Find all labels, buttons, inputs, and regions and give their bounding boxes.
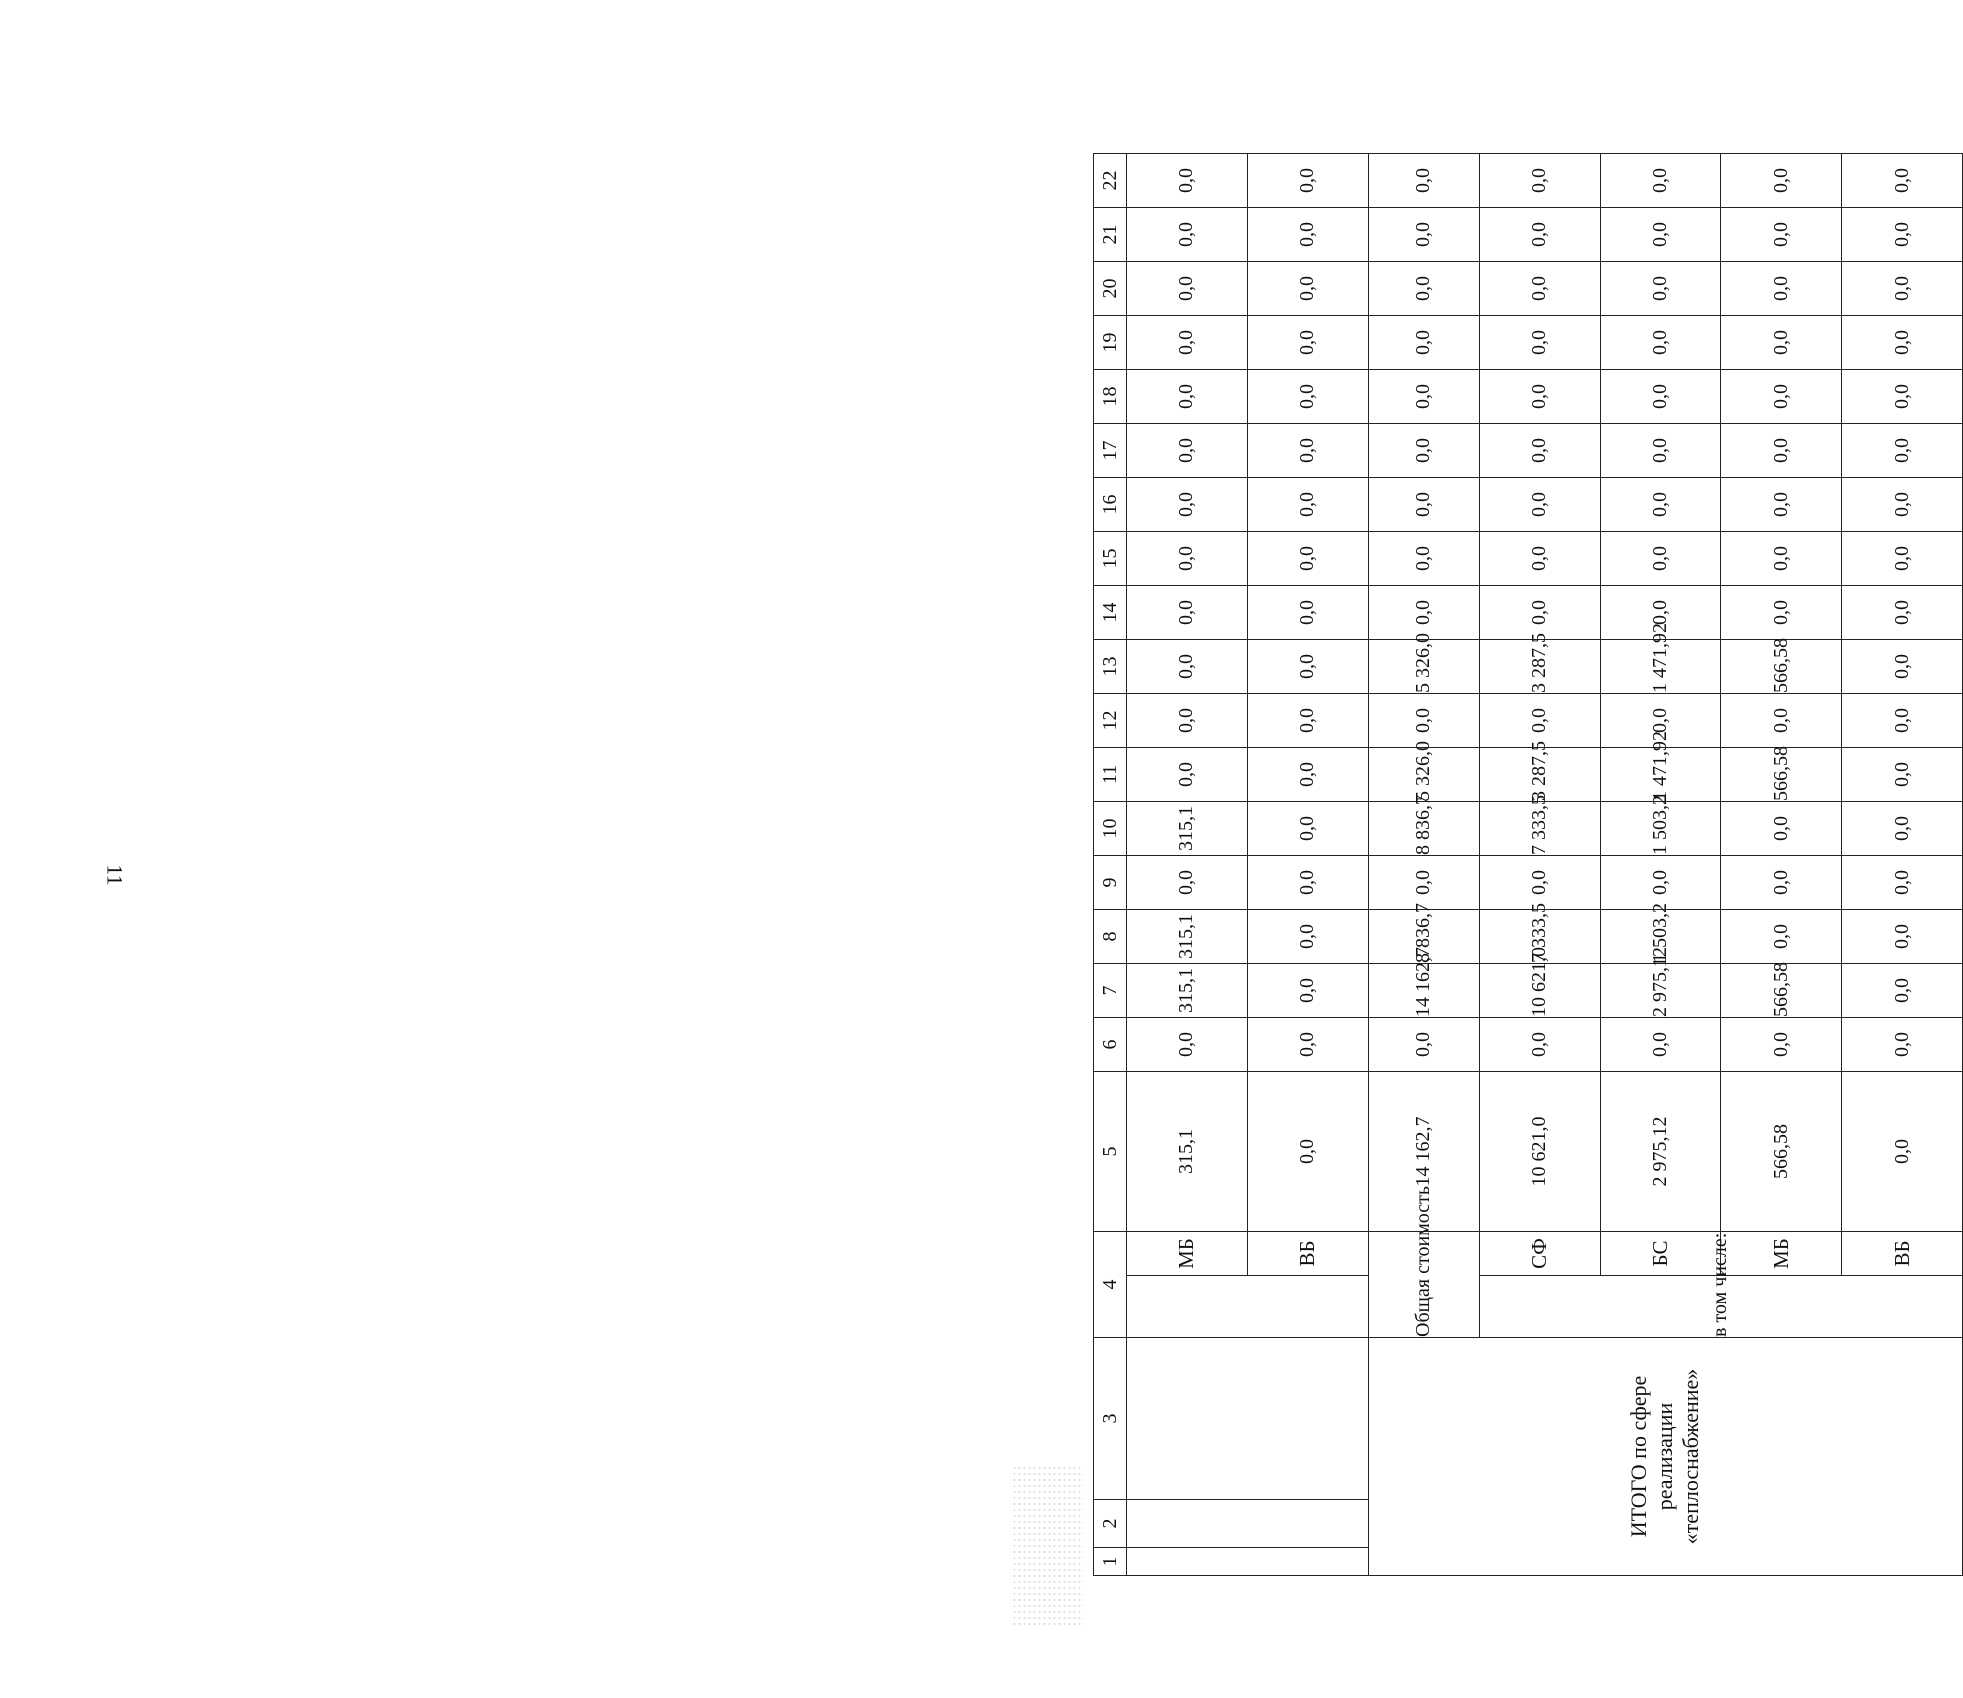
value-cell: 566,58 (1721, 1072, 1842, 1232)
value-cell: 0,0 (1842, 370, 1963, 424)
value-cell: 315,1 (1127, 802, 1248, 856)
value-cell: 0,0 (1368, 1018, 1479, 1072)
page-number: 11 (102, 864, 128, 886)
value-cell: 0,0 (1721, 262, 1842, 316)
empty-cell (1127, 1548, 1369, 1576)
value-cell: 8 836,7 (1368, 910, 1479, 964)
column-number: 16 (1094, 478, 1127, 532)
value-cell: 1 471,92 (1600, 640, 1721, 694)
value-cell: 0,0 (1721, 478, 1842, 532)
value-cell: 0,0 (1600, 694, 1721, 748)
value-cell: 0,0 (1127, 586, 1248, 640)
value-cell: 10 621,0 (1479, 964, 1600, 1018)
column-number: 2 (1094, 1500, 1127, 1548)
value-cell: 0,0 (1842, 964, 1963, 1018)
value-cell: 0,0 (1721, 316, 1842, 370)
value-cell: 0,0 (1721, 208, 1842, 262)
value-cell: 315,1 (1127, 910, 1248, 964)
value-cell: 0,0 (1479, 478, 1600, 532)
value-cell: 0,0 (1842, 154, 1963, 208)
column-number: 19 (1094, 316, 1127, 370)
empty-cell (1127, 1276, 1369, 1338)
value-cell: 8 836,7 (1368, 802, 1479, 856)
column-number: 5 (1094, 1072, 1127, 1232)
value-cell: 0,0 (1479, 316, 1600, 370)
value-cell: 0,0 (1247, 316, 1368, 370)
value-cell: 0,0 (1842, 1072, 1963, 1232)
finance-table (1093, 99, 1963, 1576)
column-number: 11 (1094, 748, 1127, 802)
value-cell: 0,0 (1127, 640, 1248, 694)
row-name: БС (1600, 1232, 1721, 1276)
value-cell: 0,0 (1842, 910, 1963, 964)
summary-label: ИТОГО по сфере реализации «теплоснабжение» (1368, 1338, 1963, 1576)
value-cell: 0,0 (1721, 424, 1842, 478)
value-cell: 0,0 (1127, 478, 1248, 532)
value-cell: 5 326,0 (1368, 748, 1479, 802)
value-cell: 0,0 (1368, 478, 1479, 532)
value-cell: 0,0 (1479, 262, 1600, 316)
value-cell: 0,0 (1600, 532, 1721, 586)
value-cell: 0,0 (1368, 208, 1479, 262)
column-number: 10 (1094, 802, 1127, 856)
row-name: ВБ (1247, 1232, 1368, 1276)
value-cell: 10 621,0 (1479, 1072, 1600, 1232)
value-cell: 566,58 (1721, 964, 1842, 1018)
column-number: 3 (1094, 1338, 1127, 1500)
column-number: 6 (1094, 1018, 1127, 1072)
value-cell: 0,0 (1600, 478, 1721, 532)
value-cell: 0,0 (1127, 208, 1248, 262)
empty-cell (1127, 1338, 1369, 1500)
value-cell: 0,0 (1247, 1072, 1368, 1232)
value-cell: 0,0 (1247, 802, 1368, 856)
value-cell: 3 287,5 (1479, 748, 1600, 802)
value-cell: 566,58 (1721, 748, 1842, 802)
column-number: 4 (1094, 1232, 1127, 1338)
value-cell: 0,0 (1600, 424, 1721, 478)
value-cell: 0,0 (1479, 370, 1600, 424)
value-cell: 0,0 (1842, 640, 1963, 694)
column-number: 17 (1094, 424, 1127, 478)
column-number-row (1094, 100, 1127, 1576)
total-label: Общая стоимость (1368, 1232, 1479, 1338)
value-cell: 0,0 (1127, 532, 1248, 586)
value-cell: 0,0 (1247, 262, 1368, 316)
value-cell: 0,0 (1479, 154, 1600, 208)
value-cell: 0,0 (1247, 208, 1368, 262)
value-cell: 14 162,7 (1368, 964, 1479, 1018)
value-cell: 566,58 (1721, 640, 1842, 694)
value-cell: 0,0 (1600, 316, 1721, 370)
column-number: 13 (1094, 640, 1127, 694)
value-cell: 0,0 (1842, 802, 1963, 856)
value-cell: 0,0 (1368, 370, 1479, 424)
value-cell: 0,0 (1721, 370, 1842, 424)
value-cell: 0,0 (1842, 1018, 1963, 1072)
column-number: 18 (1094, 370, 1127, 424)
value-cell: 14 162,7 (1368, 1072, 1479, 1232)
value-cell: 0,0 (1247, 748, 1368, 802)
value-cell: 0,0 (1368, 694, 1479, 748)
value-cell: 0,0 (1842, 478, 1963, 532)
column-number: 15 (1094, 532, 1127, 586)
value-cell: 0,0 (1842, 424, 1963, 478)
value-cell: 0,0 (1842, 262, 1963, 316)
value-cell: 0,0 (1247, 964, 1368, 1018)
value-cell: 0,0 (1721, 532, 1842, 586)
value-cell: 0,0 (1479, 424, 1600, 478)
value-cell: 7 333,5 (1479, 802, 1600, 856)
value-cell: 0,0 (1842, 748, 1963, 802)
value-cell: 0,0 (1247, 586, 1368, 640)
value-cell: 0,0 (1600, 370, 1721, 424)
value-cell: 1 503,2 (1600, 910, 1721, 964)
value-cell: 315,1 (1127, 1072, 1248, 1232)
value-cell: 0,0 (1721, 694, 1842, 748)
value-cell: 0,0 (1479, 532, 1600, 586)
value-cell: 0,0 (1127, 424, 1248, 478)
value-cell: 0,0 (1721, 802, 1842, 856)
incl-label: в том числе: (1479, 1276, 1962, 1338)
value-cell: 0,0 (1368, 532, 1479, 586)
value-cell: 0,0 (1127, 262, 1248, 316)
scan-noise (1012, 1465, 1084, 1625)
value-cell: 0,0 (1127, 316, 1248, 370)
column-number: 7 (1094, 964, 1127, 1018)
value-cell: 0,0 (1127, 1018, 1248, 1072)
value-cell: 0,0 (1368, 154, 1479, 208)
value-cell: 0,0 (1127, 694, 1248, 748)
column-number: 9 (1094, 856, 1127, 910)
value-cell: 0,0 (1842, 208, 1963, 262)
value-cell: 0,0 (1247, 856, 1368, 910)
value-cell: 0,0 (1479, 694, 1600, 748)
value-cell: 0,0 (1127, 154, 1248, 208)
value-cell: 1 503,2 (1600, 802, 1721, 856)
value-cell: 0,0 (1479, 1018, 1600, 1072)
rotated-table-sheet (1093, 130, 1963, 1576)
value-cell: 0,0 (1600, 856, 1721, 910)
column-number: 12 (1094, 694, 1127, 748)
value-cell: 0,0 (1842, 856, 1963, 910)
value-cell: 0,0 (1479, 586, 1600, 640)
column-number: 14 (1094, 586, 1127, 640)
value-cell: 0,0 (1842, 316, 1963, 370)
value-cell: 2 975,12 (1600, 1072, 1721, 1232)
value-cell: 0,0 (1247, 910, 1368, 964)
column-number: 21 (1094, 208, 1127, 262)
value-cell: 3 287,5 (1479, 640, 1600, 694)
value-cell: 0,0 (1247, 370, 1368, 424)
column-number: 20 (1094, 262, 1127, 316)
value-cell: 0,0 (1721, 1018, 1842, 1072)
value-cell: 0,0 (1600, 1018, 1721, 1072)
value-cell: 0,0 (1721, 586, 1842, 640)
table-row (1368, 100, 1479, 1576)
value-cell: 0,0 (1127, 370, 1248, 424)
column-number: 22 (1094, 154, 1127, 208)
table-row (1127, 100, 1248, 1576)
value-cell: 315,1 (1127, 964, 1248, 1018)
value-cell: 0,0 (1127, 856, 1248, 910)
value-cell: 0,0 (1600, 262, 1721, 316)
value-cell: 0,0 (1247, 694, 1368, 748)
value-cell: 0,0 (1247, 478, 1368, 532)
value-cell: 0,0 (1479, 856, 1600, 910)
value-cell: 0,0 (1721, 154, 1842, 208)
value-cell: 0,0 (1368, 262, 1479, 316)
value-cell: 5 326,0 (1368, 640, 1479, 694)
value-cell: 7 333,5 (1479, 910, 1600, 964)
column-number: 8 (1094, 910, 1127, 964)
value-cell: 0,0 (1247, 154, 1368, 208)
value-cell: 0,0 (1368, 586, 1479, 640)
value-cell: 0,0 (1600, 586, 1721, 640)
value-cell: 0,0 (1247, 1018, 1368, 1072)
value-cell: 1 471,92 (1600, 748, 1721, 802)
value-cell: 0,0 (1368, 316, 1479, 370)
value-cell: 0,0 (1247, 532, 1368, 586)
value-cell: 0,0 (1247, 640, 1368, 694)
value-cell: 0,0 (1721, 856, 1842, 910)
value-cell: 0,0 (1600, 154, 1721, 208)
value-cell: 0,0 (1479, 208, 1600, 262)
value-cell: 0,0 (1842, 586, 1963, 640)
column-number: 1 (1094, 1548, 1127, 1576)
row-name: МБ (1127, 1232, 1248, 1276)
row-name: ВБ (1842, 1232, 1963, 1276)
value-cell: 0,0 (1127, 748, 1248, 802)
value-cell: 0,0 (1368, 856, 1479, 910)
value-cell: 0,0 (1247, 424, 1368, 478)
value-cell: 0,0 (1842, 532, 1963, 586)
value-cell: 0,0 (1721, 910, 1842, 964)
row-name: СФ (1479, 1232, 1600, 1276)
value-cell: 2 975,12 (1600, 964, 1721, 1018)
value-cell: 0,0 (1842, 694, 1963, 748)
value-cell: 0,0 (1368, 424, 1479, 478)
row-name: МБ (1721, 1232, 1842, 1276)
value-cell: 0,0 (1600, 208, 1721, 262)
empty-cell (1127, 1500, 1369, 1548)
